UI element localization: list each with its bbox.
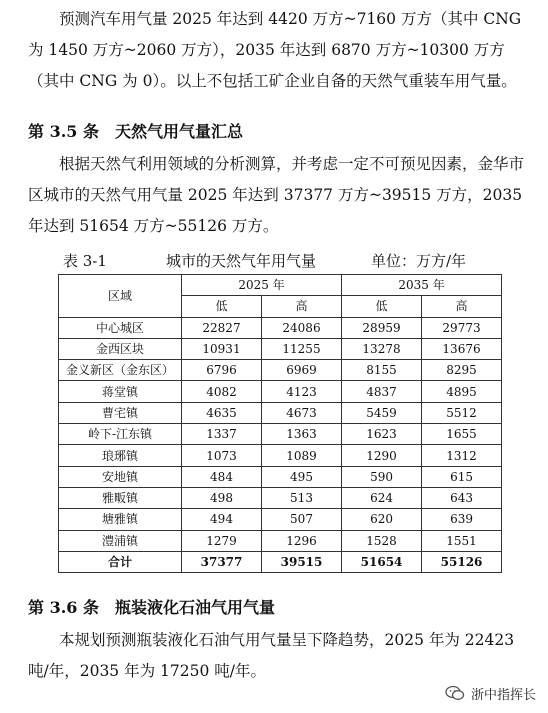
region-name: 中心城区 <box>59 317 182 338</box>
value-2025-low: 1279 <box>182 530 262 551</box>
value-2025-low: 6796 <box>182 360 262 381</box>
total-value-2035-low: 51654 <box>342 551 422 572</box>
header-2035-high: 高 <box>422 296 502 317</box>
total-value-2035-high: 55126 <box>422 551 502 572</box>
value-2025-low: 22827 <box>182 317 262 338</box>
value-2035-low: 1290 <box>342 445 422 466</box>
value-2025-high: 4123 <box>262 381 342 402</box>
value-2025-high: 1089 <box>262 445 342 466</box>
region-name: 岭下-江东镇 <box>59 424 182 445</box>
value-2025-high: 4673 <box>262 402 342 423</box>
table-row <box>59 338 502 359</box>
value-2035-low: 624 <box>342 487 422 508</box>
table-row <box>59 530 502 551</box>
value-2025-high: 11255 <box>262 338 342 359</box>
value-2035-high: 8295 <box>422 360 502 381</box>
section-heading-3-6: 第 3.6 条 瓶装液化石油气用气量 <box>28 598 275 617</box>
region-name: 澧浦镇 <box>59 530 182 551</box>
region-name: 琅琊镇 <box>59 445 182 466</box>
region-name: 金西区块 <box>59 338 182 359</box>
value-2035-high: 615 <box>422 466 502 487</box>
value-2035-high: 643 <box>422 487 502 508</box>
header-2025-high: 高 <box>262 296 342 317</box>
value-2025-high: 24086 <box>262 317 342 338</box>
value-2035-high: 1655 <box>422 424 502 445</box>
watermark-text: 浙中指挥长 <box>470 687 536 703</box>
value-2035-high: 639 <box>422 509 502 530</box>
value-2025-high: 495 <box>262 466 342 487</box>
value-2035-low: 8155 <box>342 360 422 381</box>
value-2035-low: 4837 <box>342 381 422 402</box>
region-name: 蒋堂镇 <box>59 381 182 402</box>
value-2035-low: 620 <box>342 509 422 530</box>
header-2035-low: 低 <box>342 296 422 317</box>
value-2035-low: 1623 <box>342 424 422 445</box>
value-2025-high: 1363 <box>262 424 342 445</box>
table-row <box>59 402 502 423</box>
table-caption <box>63 250 503 272</box>
gas-usage-table <box>58 274 502 573</box>
value-2035-high: 29773 <box>422 317 502 338</box>
value-2025-high: 513 <box>262 487 342 508</box>
table-unit: 单位：万方/年 <box>371 252 467 270</box>
table-row <box>59 445 502 466</box>
value-2035-low: 5459 <box>342 402 422 423</box>
table-row <box>59 360 502 381</box>
table-number: 表 3-1 <box>63 252 107 270</box>
section-heading-3-5: 第 3.5 条 天然气用气量汇总 <box>28 122 243 141</box>
table-row <box>59 466 502 487</box>
value-2035-low: 590 <box>342 466 422 487</box>
table-row <box>59 424 502 445</box>
region-name: 塘雅镇 <box>59 509 182 530</box>
table-title: 城市的天然气年用气量 <box>166 252 317 270</box>
value-2025-high: 507 <box>262 509 342 530</box>
total-value-2025-high: 39515 <box>262 551 342 572</box>
paragraph-gas-summary: 根据天然气利用领域的分析测算，并考虑一定不可预见因素，金华市区城市的天然气用气量 2025 年达到 37377 万方~39515 万方，2035 年达到 51654 万方~55126 万方。 <box>28 155 525 235</box>
header-region: 区域 <box>59 275 182 318</box>
value-2035-high: 1312 <box>422 445 502 466</box>
value-2035-high: 1551 <box>422 530 502 551</box>
value-2025-low: 4635 <box>182 402 262 423</box>
value-2035-low: 1528 <box>342 530 422 551</box>
region-name: 曹宅镇 <box>59 402 182 423</box>
table-row <box>59 317 502 338</box>
table-total-row <box>59 551 502 572</box>
value-2025-low: 484 <box>182 466 262 487</box>
header-year-2035: 2035 年 <box>342 275 502 296</box>
value-2025-high: 1296 <box>262 530 342 551</box>
region-name: 雅畈镇 <box>59 487 182 508</box>
region-name: 安地镇 <box>59 466 182 487</box>
value-2025-low: 1073 <box>182 445 262 466</box>
header-2025-low: 低 <box>182 296 262 317</box>
table-row <box>59 381 502 402</box>
value-2035-low: 28959 <box>342 317 422 338</box>
watermark <box>445 681 536 705</box>
value-2025-low: 4082 <box>182 381 262 402</box>
header-year-2025: 2025 年 <box>182 275 342 296</box>
wechat-icon <box>445 685 465 701</box>
value-2025-low: 494 <box>182 509 262 530</box>
value-2035-high: 5512 <box>422 402 502 423</box>
table-row <box>59 509 502 530</box>
paragraph-vehicle-gas: 预测汽车用气量 2025 年达到 4420 万方~7160 万方（其中 CNG 为 1450 万方~2060 万方），2035 年达到 6870 万方~10300 万方（其中 CNG 为 0）。以上不包括工矿企业自备的天然气重装车用气量。 <box>28 10 522 90</box>
value-2035-high: 4895 <box>422 381 502 402</box>
total-label: 合计 <box>59 551 182 572</box>
value-2025-low: 498 <box>182 487 262 508</box>
value-2035-low: 13278 <box>342 338 422 359</box>
value-2025-low: 10931 <box>182 338 262 359</box>
value-2035-high: 13676 <box>422 338 502 359</box>
region-name: 金义新区（金东区） <box>59 360 182 381</box>
total-value-2025-low: 37377 <box>182 551 262 572</box>
table-row <box>59 487 502 508</box>
value-2025-high: 6969 <box>262 360 342 381</box>
value-2025-low: 1337 <box>182 424 262 445</box>
paragraph-lpg: 本规划预测瓶装液化石油气用气量呈下降趋势，2025 年为 22423 吨/年，2035 年为 17250 吨/年。 <box>28 631 515 680</box>
